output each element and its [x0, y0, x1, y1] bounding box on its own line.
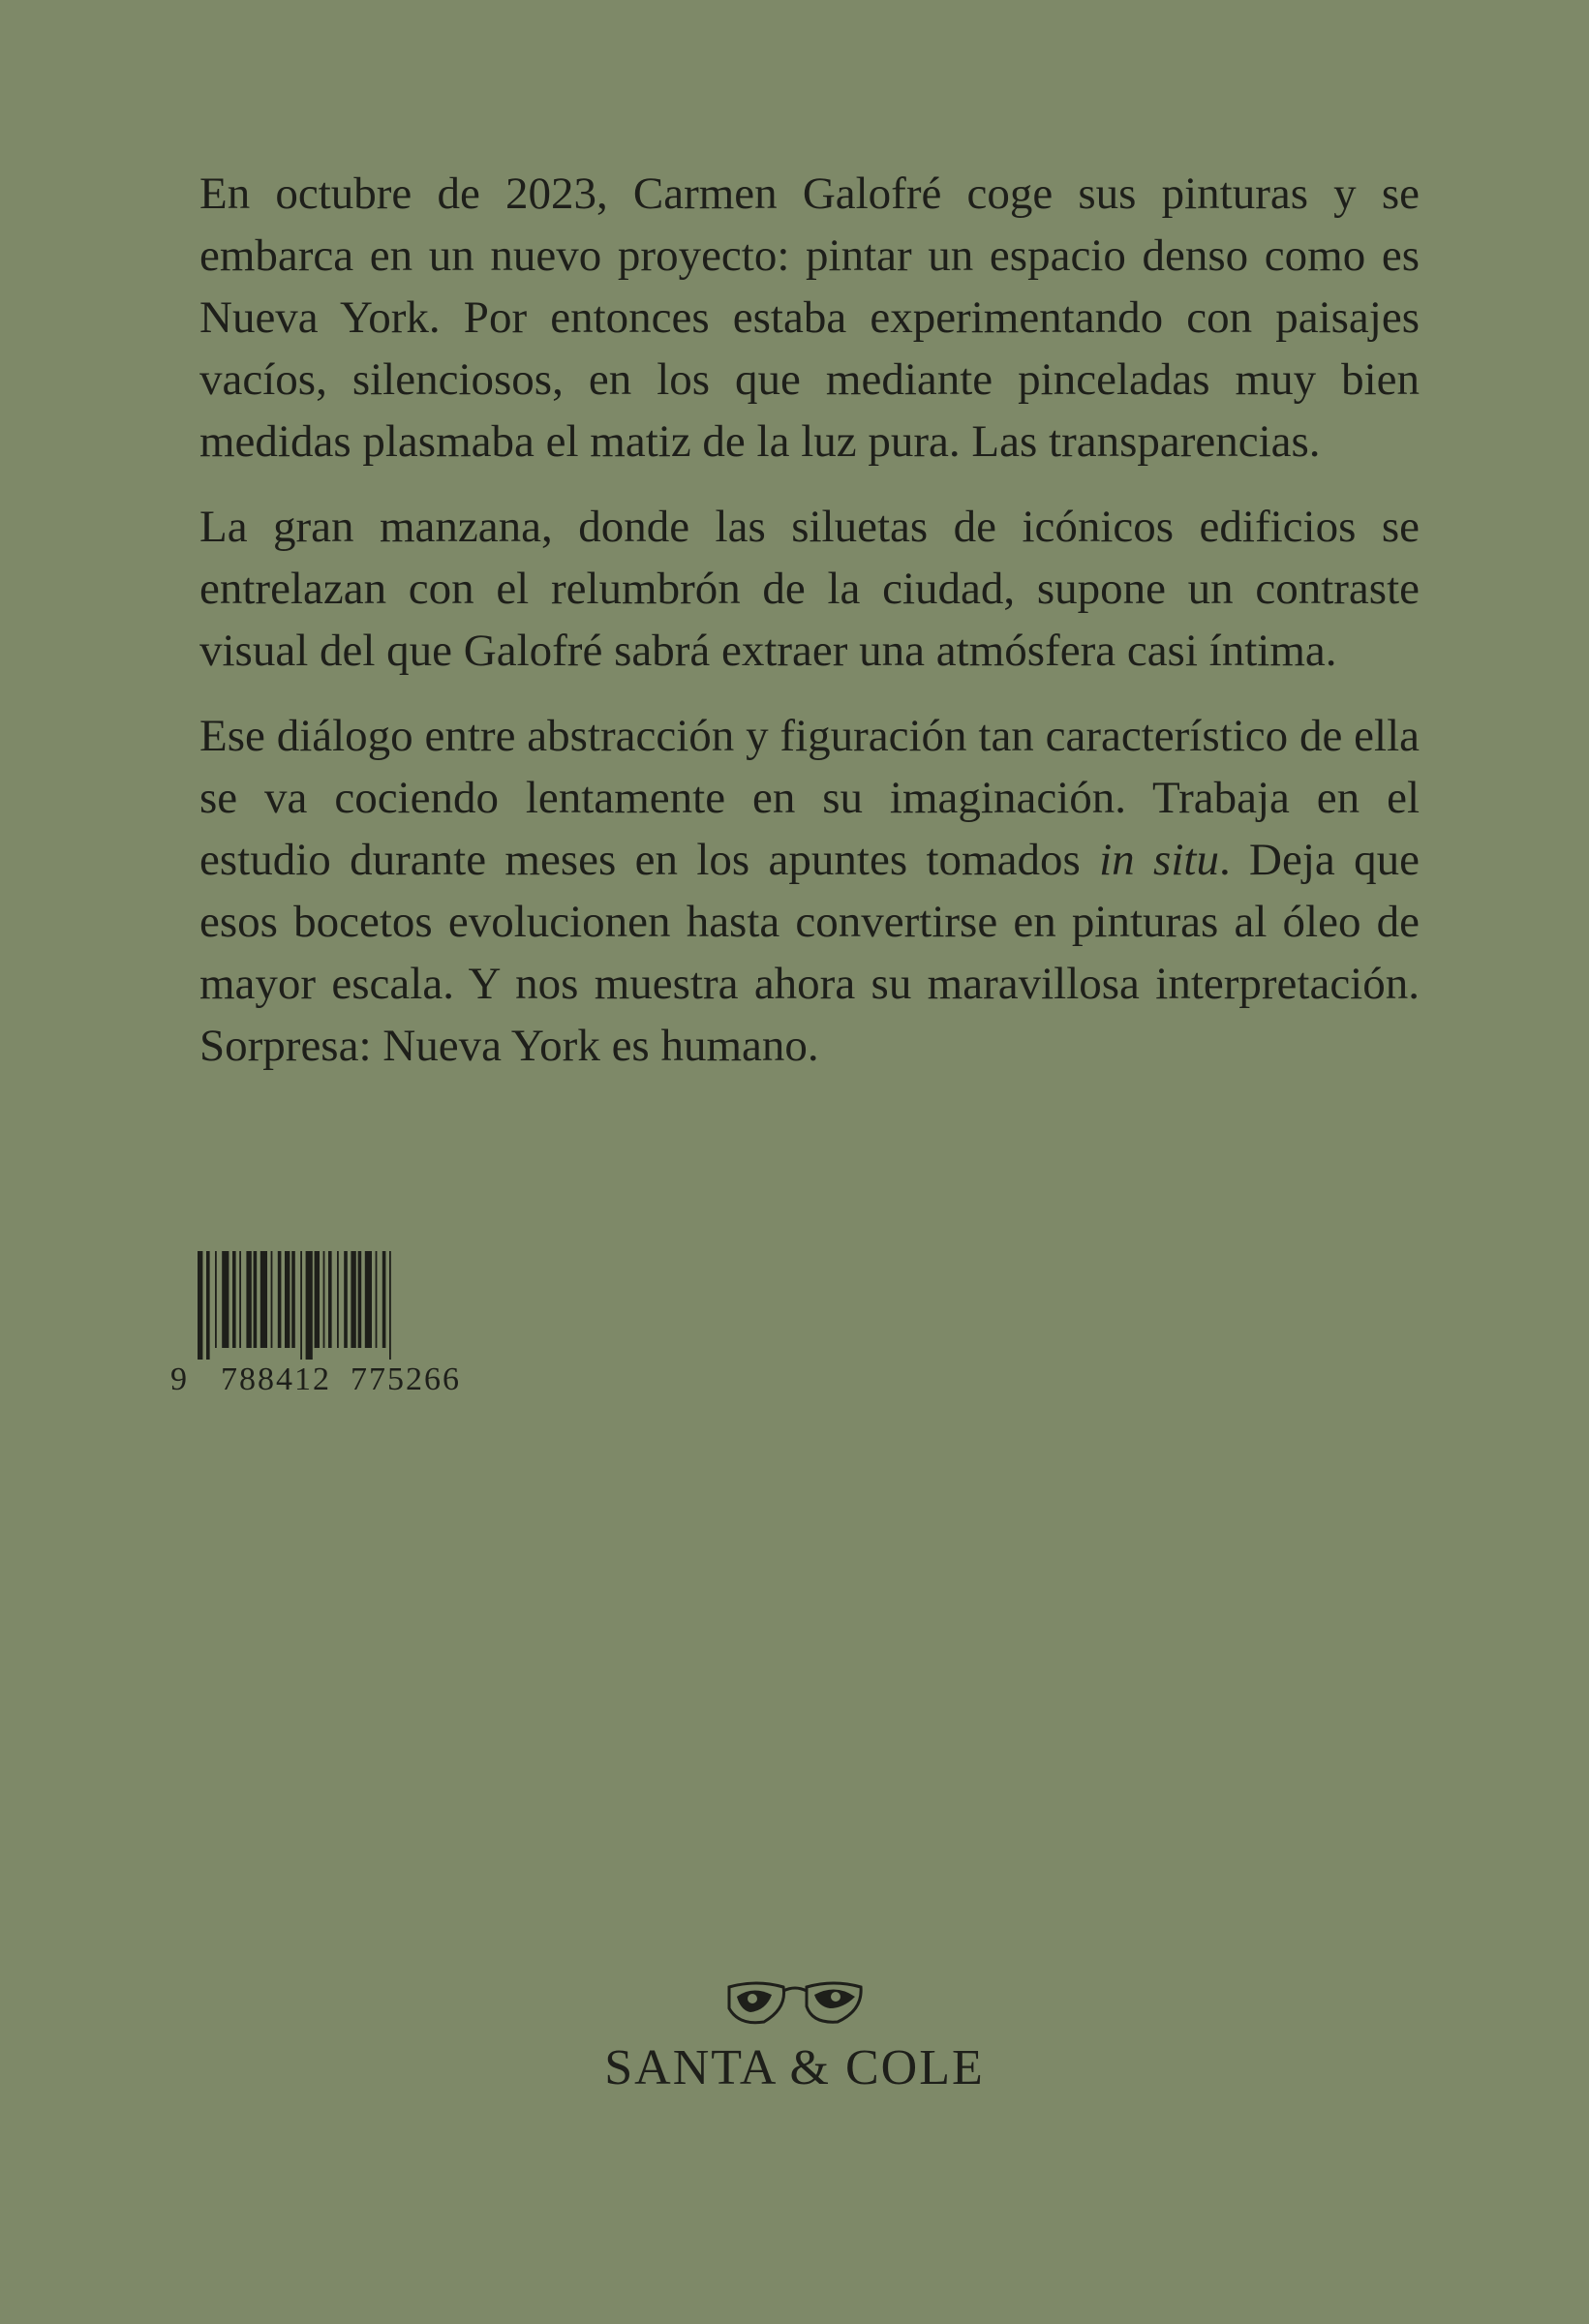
- barcode-bar: [315, 1251, 320, 1348]
- publisher-name: SANTA & COLE: [604, 2040, 985, 2095]
- barcode-bar: [254, 1251, 258, 1348]
- barcode-bar: [246, 1251, 251, 1348]
- barcode-bar: [344, 1251, 348, 1348]
- blurb-paragraph-2: La gran manzana, donde las siluetas de icónicos edificios se entrelazan con el relumbrón de la ciudad, supone un contraste visual del que Galofré sabrá extraer una atmósfera casi íntima.: [199, 502, 1420, 676]
- barcode-digits-right: 775266: [351, 1361, 461, 1397]
- blurb-paragraph-3-text-a: Ese diálogo entre abstracción y figuración tan característico de ella se va cociendo lentamente en su imaginación. Trabaja en el estudio durante meses en los apuntes tomados: [199, 711, 1420, 885]
- barcode-bar: [389, 1251, 391, 1360]
- eyes-glasses-icon: [718, 1975, 872, 2034]
- barcode-bar: [358, 1251, 362, 1348]
- barcode-bar: [215, 1251, 217, 1348]
- barcode-bar: [382, 1251, 386, 1348]
- barcode-bar: [291, 1251, 295, 1348]
- barcode-bar: [239, 1251, 241, 1348]
- barcode-bar: [323, 1251, 325, 1348]
- publisher-logo: [0, 1975, 1589, 2096]
- barcode-bar: [278, 1251, 282, 1348]
- blurb-paragraph-3: [199, 705, 1420, 1077]
- barcode-bar: [285, 1251, 290, 1348]
- barcode-bar: [376, 1251, 378, 1348]
- barcode-bar: [328, 1251, 332, 1348]
- isbn-barcode: [170, 1251, 519, 1416]
- blurb-paragraph-1: En octubre de 2023, Carmen Galofré coge sus pinturas y se embarca en un nuevo proyecto: pintar un espacio denso como es Nueva York. Por entonces estaba experimentando con paisajes vacíos, silenciosos, en los que mediante pinceladas muy bien medidas plasmaba el matiz de la luz pura. Las transparencias.: [199, 168, 1420, 467]
- barcode-bar: [271, 1251, 273, 1348]
- barcode-bar: [222, 1251, 229, 1348]
- blurb-italic-term: in situ: [1099, 835, 1219, 885]
- barcode-digit-first: 9: [170, 1361, 189, 1397]
- barcode-bar: [306, 1251, 313, 1360]
- barcode-bar: [337, 1251, 339, 1348]
- barcode-bar: [351, 1251, 355, 1348]
- barcode-bar: [232, 1251, 236, 1348]
- barcode-bars: [198, 1251, 507, 1360]
- blurb-paragraph-3-text-b: . Deja que esos bocetos evolucionen hasta convertirse en pinturas al óleo de mayor escala. Y nos muestra ahora su maravillosa interpretación. Sorpresa: Nueva York es humano.: [199, 835, 1421, 1071]
- barcode-bar: [300, 1251, 302, 1360]
- barcode-bar: [206, 1251, 210, 1360]
- barcode-digits-left: 788412: [221, 1361, 331, 1397]
- barcode-bar: [198, 1251, 202, 1360]
- back-cover-blurb: [199, 163, 1420, 1100]
- barcode-bar: [365, 1251, 372, 1348]
- barcode-bar: [260, 1251, 267, 1348]
